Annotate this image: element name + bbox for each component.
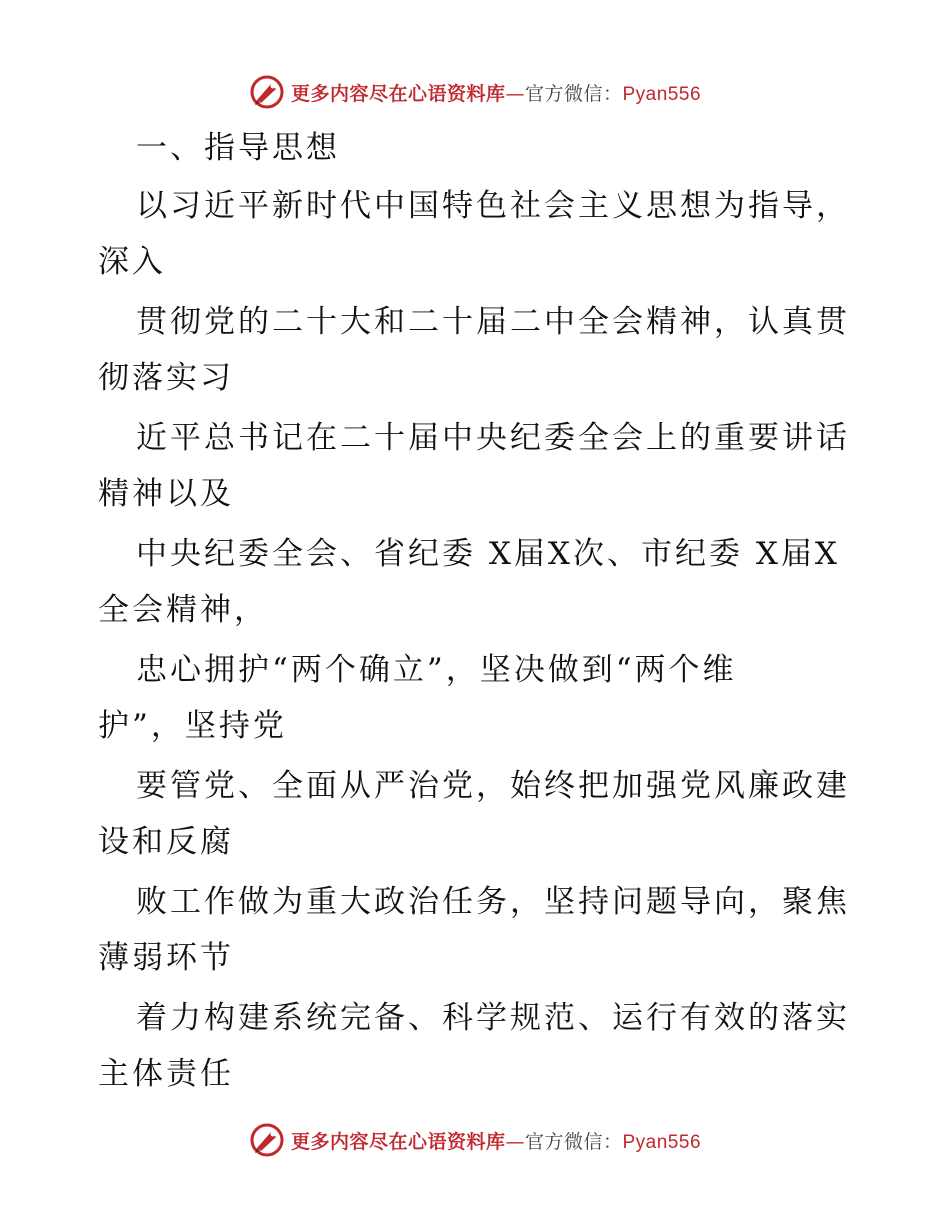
footer-watermark-banner xyxy=(0,1120,950,1160)
wechat-id: Pyan556 xyxy=(622,1131,702,1153)
text-line: 贯彻党的二十大和二十届二中全会精神，认真贯 xyxy=(136,304,850,340)
text-line: 精神以及 xyxy=(98,476,234,512)
wechat-label: 官方微信： xyxy=(524,82,623,105)
header-watermark-banner xyxy=(0,72,950,112)
text-line: 以习近平新时代中国特色社会主义思想为指导， xyxy=(136,188,850,224)
text-line: 着力构建系统完备、科学规范、运行有效的落实 xyxy=(136,1000,850,1036)
section-heading: 一、指导思想 xyxy=(136,130,340,166)
text-line: 主体责任 xyxy=(98,1056,234,1092)
text-line: 护”，坚持党 xyxy=(98,708,287,744)
wechat-label: 官方微信： xyxy=(524,1130,623,1153)
text-line: 近平总书记在二十届中央纪委全会上的重要讲话 xyxy=(136,420,850,456)
text-line: 要管党、全面从严治党，始终把加强党风廉政建 xyxy=(136,768,850,804)
text-line: 深入 xyxy=(98,244,166,280)
banner-dash: — xyxy=(505,82,525,105)
text-line: 忠心拥护“两个确立”，坚决做到“两个维 xyxy=(136,652,737,688)
text-line: 全会精神， xyxy=(98,592,268,628)
text-line: 设和反腐 xyxy=(98,824,234,860)
text-line: 中央纪委全会、省纪委 X届X次、市纪委 X届X xyxy=(136,536,840,572)
library-text: 更多内容尽在心语资料库 xyxy=(290,82,506,105)
text-line: 败工作做为重大政治任务，坚持问题导向，聚焦 xyxy=(136,884,850,920)
footer-banner-text xyxy=(291,1127,701,1154)
header-banner-text xyxy=(291,79,701,106)
wechat-id: Pyan556 xyxy=(622,83,702,105)
pen-logo-icon xyxy=(249,74,285,110)
pen-logo-icon xyxy=(249,1122,285,1158)
text-line: 薄弱环节 xyxy=(98,940,234,976)
banner-dash: — xyxy=(505,1130,525,1153)
text-line: 彻落实习 xyxy=(98,360,234,396)
library-text: 更多内容尽在心语资料库 xyxy=(290,1130,506,1153)
